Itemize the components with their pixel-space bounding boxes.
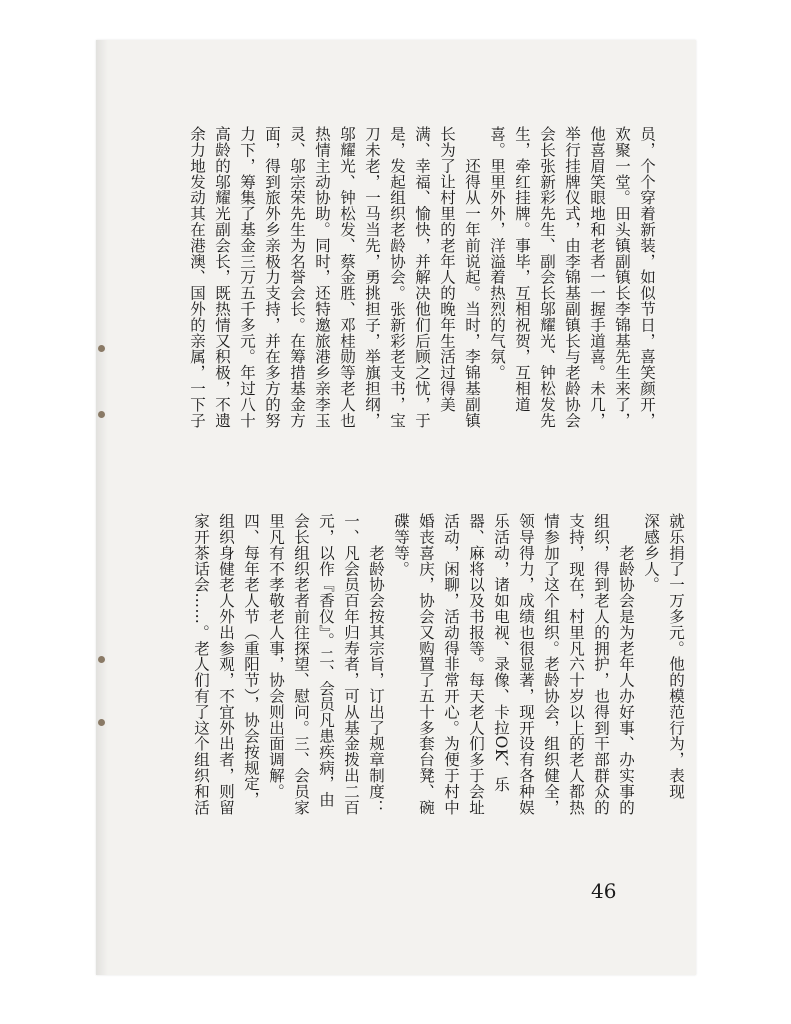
text-column: 长为了让村里的老年人的晚年生活过得美 <box>438 126 456 413</box>
text-column: 欢聚一堂。田头镇副镇长李锦基先生来了， <box>613 126 631 429</box>
text-column: 组织身健老人外出参观，不宜外出者，则留 <box>217 513 235 816</box>
text-column: 就乐捐了一万多元。他的模范行为，表现 <box>667 513 685 800</box>
page-binding-shadow <box>96 40 108 975</box>
text-column: 他喜眉笑眼地和老者一一握手道喜。未几， <box>588 126 606 429</box>
text-column: 举行挂牌仪式，由李锦基副镇长与老龄协会 <box>563 126 581 429</box>
text-column: 生，牵红挂牌。事毕，互相祝贺，互相道 <box>513 126 531 413</box>
text-column: 满、幸福、愉快，并解决他们后顾之忧，于 <box>413 126 431 429</box>
text-column: 刀未老，一马当先，勇挑担子，举旗担纲， <box>363 126 381 429</box>
text-column: 热情主动协助。同时，还特邀旅港乡亲李玉 <box>313 126 331 429</box>
text-column: 员，个个穿着新装，如似节日，喜笑颜开， <box>638 126 656 429</box>
binding-hole <box>98 656 105 663</box>
text-column: 老龄协会是为老年人办好事、办实事的 <box>617 513 635 816</box>
binding-hole <box>98 411 105 418</box>
text-column: 情参加了这个组织。老龄协会，组织健全， <box>542 513 560 816</box>
binding-hole <box>98 719 105 726</box>
text-column: 还得从一年前说起。当时，李锦基副镇 <box>463 126 481 429</box>
text-column: 乐活动，诸如电视、录像、卡拉OK、乐 <box>492 513 510 793</box>
text-column: 四、每年老人节（重阳节），协会按规定， <box>242 513 260 808</box>
text-column: 会长组织老者前往探望、慰问。三、会员家 <box>292 513 310 816</box>
text-column: 元，以作『香仪』。二、会员凡患疾病，由 <box>317 513 335 808</box>
text-column: 余力地发动其在港澳、国外的亲属，一下子 <box>188 126 206 429</box>
text-column: 婚丧喜庆，协会又购置了五十多套台凳、碗 <box>417 513 435 816</box>
text-column: 活动，闲聊，活动得非常开心。为便于村中 <box>442 513 460 816</box>
text-column: 组织，得到老人的拥护，也得到干部群众的 <box>592 513 610 816</box>
text-column: 里凡有不孝敬老人事，协会则出面调解。 <box>267 513 285 800</box>
text-column: 喜。里里外外，洋溢着热烈的气氛。 <box>488 126 506 381</box>
text-column: 面，得到旅外乡亲极力支持，并在多方的努 <box>263 126 281 429</box>
text-column: 邬耀光、钟松发、蔡金胜、邓桂勋等老人也 <box>338 126 356 429</box>
text-column: 领导得力，成绩也很显著，现开设有各种娱 <box>517 513 535 816</box>
text-column: 高龄的邬耀光副会长，既热情又积极，不遗 <box>213 126 231 429</box>
text-column: 家开茶话会……。老人们有了这个组织和活 <box>192 513 210 816</box>
text-column: 碟等等。 <box>392 513 410 577</box>
text-column: 力下，筹集了基金三万五千多元。年过八十 <box>238 126 256 429</box>
text-column: 会长张新彩先生、副会长邬耀光、钟松发先 <box>538 126 556 429</box>
text-column: 一、凡会员百年归寿者，可从基金拨出二百 <box>342 513 360 816</box>
text-column: 老龄协会按其宗旨，订出了规章制度： <box>367 513 385 816</box>
text-column: 深感乡人。 <box>642 513 660 593</box>
lower-text-block <box>188 513 688 881</box>
upper-text-block <box>184 126 659 498</box>
text-column: 是，发起组织老龄协会。张新彩老支书，宝 <box>388 126 406 429</box>
binding-hole <box>98 345 105 352</box>
text-column: 灵、邬宗荣先生为名誉会长。在筹措基金方 <box>288 126 306 429</box>
text-column: 器、麻将以及书报等。每天老人们多于会址 <box>467 513 485 816</box>
text-column: 支持，现在，村里凡六十岁以上的老人都热 <box>567 513 585 816</box>
page-number: 46 <box>591 879 617 903</box>
